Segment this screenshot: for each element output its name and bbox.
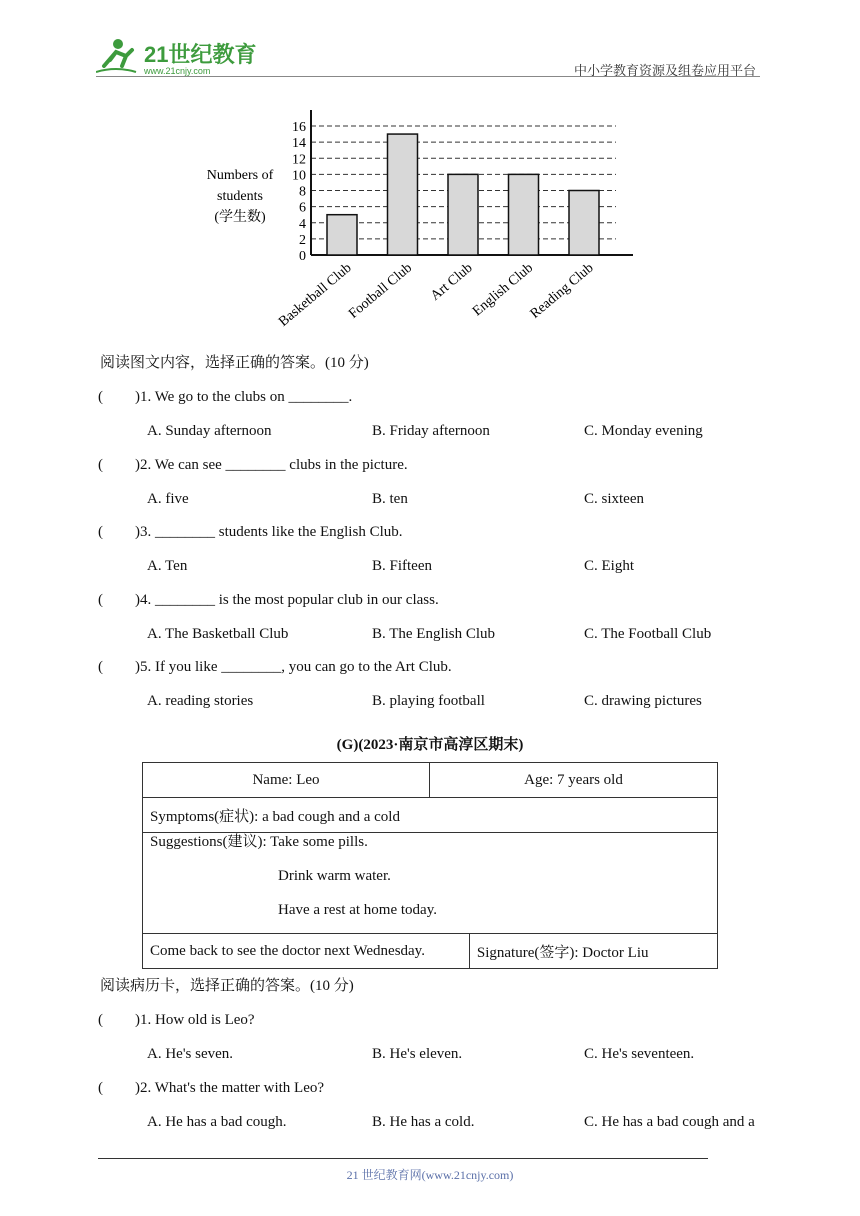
option-c: C. The Football Club <box>584 625 712 642</box>
part1-instruction: 阅读图文内容，选择正确的答案。(10 分) <box>100 355 369 371</box>
part2-instruction: 阅读病历卡，选择正确的答案。(10 分) <box>100 978 354 994</box>
suggestion-2: Drink warm water. <box>278 868 391 884</box>
bar <box>509 174 539 255</box>
option-c: C. He has a bad cough and a <box>584 1113 755 1130</box>
card-suggestions <box>143 833 718 934</box>
y-tick-label: 2 <box>299 232 306 248</box>
question-stem: )2. We can see ________ clubs in the picture. <box>135 456 408 473</box>
option-c: C. Eight <box>584 558 635 574</box>
answer-blank-paren[interactable]: ( <box>98 1012 103 1028</box>
question-stem: )2. What's the matter with Leo? <box>135 1079 325 1096</box>
y-tick-label: 6 <box>299 200 306 216</box>
y-tick-label: 12 <box>292 152 306 168</box>
platform-name: 中小学教育资源及组卷应用平台 <box>573 63 756 78</box>
x-tick-label: Art Club <box>428 260 476 304</box>
card-come-back: Come back to see the doctor next Wednesday. <box>143 934 470 969</box>
footer-text: 21 世纪教育网(www.21cnjy.com) <box>346 1168 514 1182</box>
option-a: A. He has a bad cough. <box>147 1113 287 1130</box>
option-a: A. Ten <box>147 558 188 574</box>
option-b: B. He has a cold. <box>372 1113 475 1130</box>
option-a: A. five <box>147 490 189 507</box>
logo-url: www.21cnjy.com <box>144 66 211 76</box>
answer-blank-paren[interactable]: ( <box>98 456 103 473</box>
footer-divider <box>98 1158 708 1159</box>
bar <box>327 215 357 255</box>
card-symptoms: Symptoms(症状): a bad cough and a cold <box>143 798 718 833</box>
y-tick-label: 0 <box>299 249 306 264</box>
x-tick-label: Football Club <box>346 260 416 322</box>
option-c: C. drawing pictures <box>584 693 702 709</box>
bar <box>569 191 599 256</box>
option-a: A. He's seven. <box>147 1046 234 1062</box>
option-c: C. sixteen <box>584 490 644 507</box>
option-a: A. reading stories <box>147 693 254 709</box>
section-g-title: (G)(2023·南京市高淳区期末) <box>336 737 524 753</box>
bar <box>448 174 478 255</box>
x-tick-label: English Club <box>470 260 537 320</box>
answer-blank-paren[interactable]: ( <box>98 524 103 540</box>
option-a: A. The Basketball Club <box>147 625 289 642</box>
site-logo <box>96 36 256 80</box>
bar <box>388 134 418 255</box>
header-divider <box>96 76 760 77</box>
option-c: C. Monday evening <box>584 423 703 439</box>
option-c: C. He's seventeen. <box>584 1046 695 1062</box>
answer-blank-paren[interactable]: ( <box>98 389 103 405</box>
runner-logo-icon <box>96 36 256 80</box>
option-b: B. ten <box>372 490 408 507</box>
question-stem: )4. ________ is the most popular club in our class. <box>135 591 439 608</box>
bar-chart <box>196 100 656 350</box>
card-name: Name: Leo <box>143 763 430 798</box>
option-b: B. Friday afternoon <box>372 423 490 439</box>
card-age: Age: 7 years old <box>430 763 718 798</box>
option-b: B. He's eleven. <box>372 1046 463 1062</box>
answer-blank-paren[interactable]: ( <box>98 1079 103 1096</box>
suggestion-1: Suggestions(建议): Take some pills. <box>150 834 368 850</box>
option-b: B. The English Club <box>372 625 496 642</box>
x-tick-label: Reading Club <box>527 260 597 322</box>
chart-svg <box>196 100 656 350</box>
medical-record-card <box>142 762 718 969</box>
y-axis-label: Numbers of <box>206 168 274 183</box>
question-stem: )5. If you like ________, you can go to the Art Club. <box>135 659 452 675</box>
option-a: A. Sunday afternoon <box>147 423 272 439</box>
y-tick-label: 8 <box>299 184 306 200</box>
y-tick-label: 14 <box>292 136 306 152</box>
y-tick-label: 10 <box>292 168 306 184</box>
answer-blank-paren[interactable]: ( <box>98 591 103 608</box>
y-axis-label: (学生数) <box>214 210 266 225</box>
option-b: B. Fifteen <box>372 558 432 574</box>
question-stem: )1. How old is Leo? <box>135 1012 255 1028</box>
y-tick-label: 4 <box>299 216 306 232</box>
logo-text: 21世纪教育 <box>144 42 256 67</box>
x-tick-label: Basketball Club <box>276 260 355 330</box>
suggestion-3: Have a rest at home today. <box>278 902 437 918</box>
answer-blank-paren[interactable]: ( <box>98 659 103 675</box>
y-tick-label: 16 <box>292 120 306 135</box>
y-axis-label: students <box>217 189 263 204</box>
question-stem: )3. ________ students like the English Club. <box>135 524 403 540</box>
card-signature: Signature(签字): Doctor Liu <box>469 934 717 969</box>
question-stem: )1. We go to the clubs on ________. <box>135 389 353 405</box>
option-b: B. playing football <box>372 693 485 709</box>
